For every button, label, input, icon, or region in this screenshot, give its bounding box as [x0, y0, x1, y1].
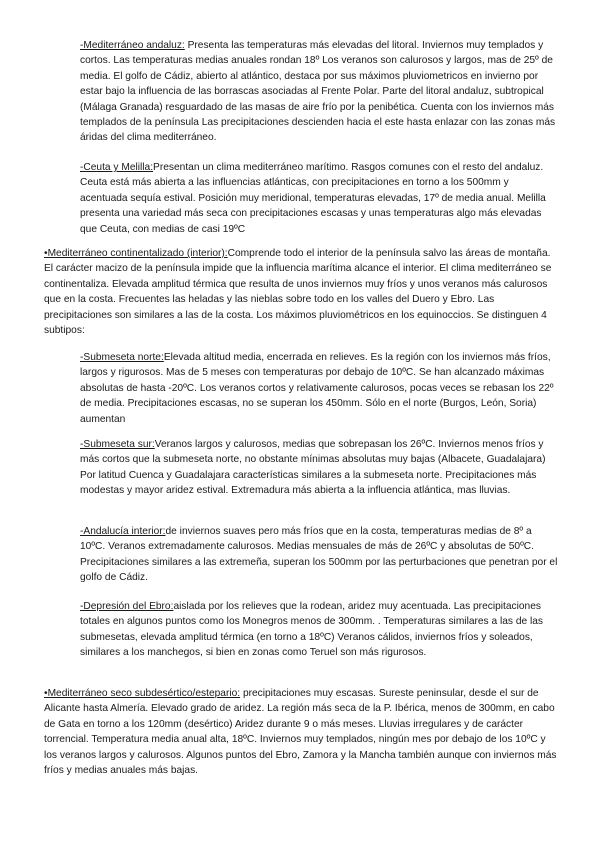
section-heading: -Mediterráneo andaluz:	[80, 40, 185, 51]
section-ceuta-melilla	[80, 160, 558, 237]
section-mediterraneo-seco	[44, 686, 560, 778]
section-body: Presenta las temperaturas más elevadas del litoral. Inviernos muy templados y cortos. Las temperaturas medias anuales rondan 18º Los veranos son calurosos y largos, mas de 25º de media. El golfo de Cádiz, abierto al atlántico, destaca por sus máximos pluviometricos en invierno por estar bajo la influencia de las borrascas asociadas al Frente Polar. Parte del litoral andaluz, subtropical (Málaga Granada) resguardado de las masas de aire frío por la penibética. Cuenta con los inviernos más templados de la península Las precipitaciones descienden hacia el este hasta enlazar con las zonas más áridas del clima mediterráneo.	[80, 40, 556, 144]
section-body: Comprende todo el interior de la península salvo las áreas de montaña. El carácter macizo de la península impide que la influencia marítima alcance el interior. El clima mediterráneo se continentaliza. Elevada amplitud térmica que resulta de unos inviernos muy fríos y unos veranos más calurosos que en la costa. Frecuentes las heladas y las nieblas sobre todo en los valles del Duero y Ebro. Las precipitaciones son similares a las de la costa. Los máximos pluviométricos en los equinoccios. Se distinguen 4 subtipos:	[44, 248, 552, 337]
section-heading: -Submeseta sur:	[80, 439, 155, 450]
section-mediterraneo-continentalizado	[44, 246, 560, 338]
section-body: aislada por los relieves que la rodean, aridez muy acentuada. Las precipitaciones totales en algunos puntos como los Monegros menos de 300mm. . Temperaturas similares a las de las submesetas, elevada amplitud térmica (en torno a 18ºC) Veranos cálidos, inviernos fríos y soleados, similares a los manchegos, si bien en zonas como Teruel son más rigurosos.	[80, 601, 544, 659]
section-body: precipitaciones muy escasas. Sureste peninsular, desde el sur de Alicante hasta Almería. Elevado grado de aridez. La región más seca de la P. Ibérica, menos de 300mm, en cabo de Gata en torno a los 120mm (desértico) Aridez durante 9 o más meses. Lluvias irregulares y de carácter torrencial. Temperatura media anual alta, 18ºC. Inviernos muy templados, ningún mes por debajo de los 10ºC y los veranos largos y calurosos. Algunos puntos del Ebro, Zamora y la Mancha también aunque con inviernos más fríos y medias anuales más bajas.	[44, 688, 557, 777]
section-depresion-ebro	[80, 599, 558, 661]
section-submeseta-sur	[80, 437, 558, 499]
section-body: Veranos largos y calurosos, medias que sobrepasan los 26ºC. Inviernos menos fríos y más cortos que la submeseta norte, no obstante mínimas absolutas muy bajas (Albacete, Guadalajara) Por latitud Cuenca y Guadalajara características similares a la submeseta norte. Precipitaciones más modestas y mayor aridez estival. Extremadura más abierta a la influencia atlántica, mas lluvias.	[80, 439, 546, 497]
section-heading: •Mediterráneo continentalizado (interior):	[44, 248, 228, 259]
section-submeseta-norte	[80, 350, 558, 427]
section-body: Elevada altitud media, encerrada en relieves. Es la región con los inviernos más fríos, largos y rigurosos. Mas de 5 meses con temperaturas por debajo de 10ºC. Se han alcanzado máximas absolutas de hasta -20ºC. Los veranos cortos y relativamente calurosos, pocas veces se rebasan los 22º de media. Precipitaciones escasas, no se superan los 450mm. Sólo en el norte (Burgos, León, Soria) aumentan	[80, 352, 554, 425]
section-heading: -Submeseta norte:	[80, 352, 164, 363]
section-heading: -Ceuta y Melilla:	[80, 162, 154, 173]
section-heading: -Depresión del Ebro:	[80, 601, 174, 612]
section-heading: -Andalucía interior:	[80, 526, 166, 537]
section-andalucia-interior	[80, 524, 558, 586]
section-body: Presentan un clima mediterráneo marítimo. Rasgos comunes con el resto del andaluz. Ceuta está más abierta a las influencias atlánticas, con precipitaciones en torno a los 500mm y acentuada sequía estival. Posición muy meridional, temperaturas elevadas, 17º de media anual. Melilla presenta una variedad más seca con precipitaciones escasas y unas temperaturas algo más elevadas que Ceuta, con medias de casi 19ºC	[80, 162, 546, 235]
section-mediterraneo-andaluz	[80, 38, 558, 146]
section-body: de inviernos suaves pero más fríos que en la costa, temperaturas medias de 8º a 10ºC. Veranos extremadamente calurosos. Medias mensuales de más de 26ºC y absolutas de 50ºC. Precipitaciones similares a las extremeña, superan los 500mm por las perturbaciones que penetran por el golfo de Cádiz.	[80, 526, 558, 584]
section-heading: •Mediterráneo seco subdesértico/estepario:	[44, 688, 241, 699]
